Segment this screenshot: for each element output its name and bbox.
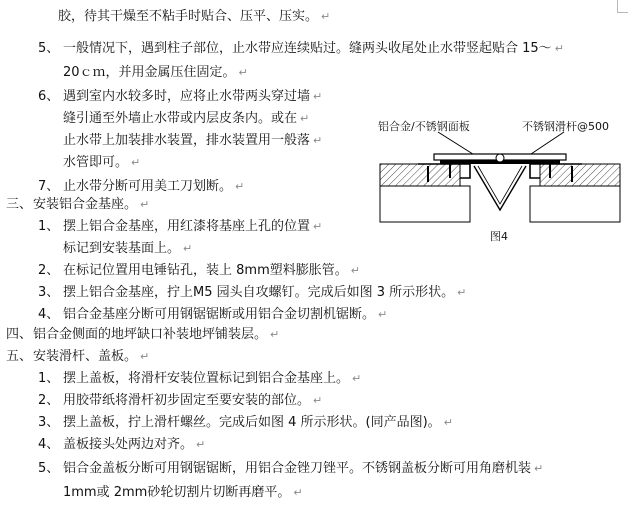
figure-4 [378,118,622,252]
text-line-content: 水管即可。 [63,155,129,170]
text-line [63,110,309,128]
text-line [63,218,322,236]
text-line [33,196,149,214]
paragraph-mark-icon: ↵ [293,486,303,499]
text-line-content: 在标记位置用电锤钻孔，装上 8mm塑料膨胀管。 [63,263,348,278]
text-line-content: 20ｃｍ，并用金属压住固定。 [63,65,236,80]
paragraph-mark-icon: ↵ [300,112,310,125]
text-line-content: 铝合金侧面的地坪缺口补装地坪铺装层。 [33,327,268,342]
text-line-content: 1mm或 2mm砂轮切割片切断再磨平。 [63,485,291,500]
list-number: 5、 [38,41,60,56]
list-number: 3、 [38,285,60,300]
text-line [63,262,360,280]
paragraph-mark-icon: ↵ [534,462,544,475]
text-line [33,348,149,366]
list-number: 2、 [38,263,60,278]
paragraph-mark-icon: ↵ [235,180,245,193]
text-line-content: 止水带分断可用美工刀划断。 [63,179,233,194]
paragraph-mark-icon: ↵ [350,264,360,277]
paragraph-mark-icon: ↵ [270,328,280,341]
list-number: 四、 [6,327,33,342]
paragraph-mark-icon: ↵ [313,220,323,233]
text-line [63,88,322,106]
label-slide-rod: 不锈钢滑杆@500 [522,120,609,133]
text-line [63,484,303,502]
paragraph-mark-icon: ↵ [238,66,248,79]
text-line-content: 止水带上加装排水装置，排水装置用一般落 [63,133,311,148]
text-line-content: 一般情况下，遇到柱子部位，止水带应连续贴过。缝两头收尾处止水带竖起贴合 15～ [63,41,552,56]
text-line [63,370,361,388]
text-line-content: 摆上盖板，将滑杆安装位置标记到铝合金基座上。 [63,371,350,386]
list-number: 2、 [38,393,60,408]
text-line-content: 铝合金基座分断可用钢锯锯断或用铝合金切割机锯断。 [63,307,376,322]
paragraph-mark-icon: ↵ [131,156,141,169]
text-line-content: 盖板接头处两边对齐。 [63,437,194,452]
text-line [63,240,192,258]
list-number: 5、 [38,461,60,476]
list-number: 1、 [38,219,60,234]
list-number: 6、 [38,89,60,104]
list-number: 7、 [38,179,60,194]
paragraph-mark-icon: ↵ [378,308,388,321]
text-line [63,64,248,82]
text-line-content: 安装铝合金基座。 [33,197,138,212]
text-line [58,8,330,26]
list-number: 1、 [38,371,60,386]
text-line-content: 遇到室内水较多时，应将止水带两头穿过墙 [63,89,311,104]
text-line [63,436,205,454]
text-line [63,460,543,478]
text-line [63,132,322,150]
paragraph-mark-icon: ↵ [554,42,564,55]
text-line [63,154,140,172]
paragraph-mark-icon: ↵ [313,90,323,103]
text-line-content: 胶，待其干燥至不粘手时贴合、压平、压实。 [58,9,319,24]
text-line-content: 摆上铝合金基座，拧上M5 园头自攻螺钉。完成后如图 3 所示形状。 [63,285,455,300]
text-line-content: 铝合金盖板分断可用钢锯锯断，用铝合金锉刀锉平。不锈钢盖板分断可用角磨机装 [63,461,532,476]
list-number: 4、 [38,307,60,322]
label-cover-plate: 铝合金/不锈钢面板 [378,120,470,133]
text-line-content: 安装滑杆、盖板。 [33,349,138,364]
paragraph-mark-icon: ↵ [196,438,206,451]
list-number: 三、 [6,197,33,212]
list-number: 4、 [38,437,60,452]
paragraph-mark-icon: ↵ [140,350,150,363]
paragraph-mark-icon: ↵ [352,372,362,385]
text-line-content: 缝引通至外墙止水带或内层皮条内。或在 [63,111,298,126]
text-line-content: 用胶带纸将滑杆初步固定至要安装的部位。 [63,393,311,408]
page-corner-mark [617,0,628,13]
list-number: 3、 [38,415,60,430]
text-line [63,284,466,302]
text-line [63,40,564,58]
paragraph-mark-icon: ↵ [313,394,323,407]
list-number: 五、 [6,349,33,364]
paragraph-mark-icon: ↵ [313,134,323,147]
text-line-content: 摆上铝合金基座，用红漆将基座上孔的位置 [63,219,311,234]
paragraph-mark-icon: ↵ [140,198,150,211]
figure-caption: 图4 [490,230,508,243]
text-line [63,414,453,432]
paragraph-mark-icon: ↵ [457,286,467,299]
text-line [33,326,279,344]
paragraph-mark-icon: ↵ [183,242,193,255]
text-line-content: 标记到安装基面上。 [63,241,181,256]
paragraph-mark-icon: ↵ [443,416,453,429]
text-line [63,178,244,196]
text-line-content: 摆上盖板，拧上滑杆螺丝。完成后如图 4 所示形状。(同产品图)。 [63,415,441,430]
paragraph-mark-icon: ↵ [321,10,331,23]
text-line [63,392,322,410]
text-line [63,306,387,324]
